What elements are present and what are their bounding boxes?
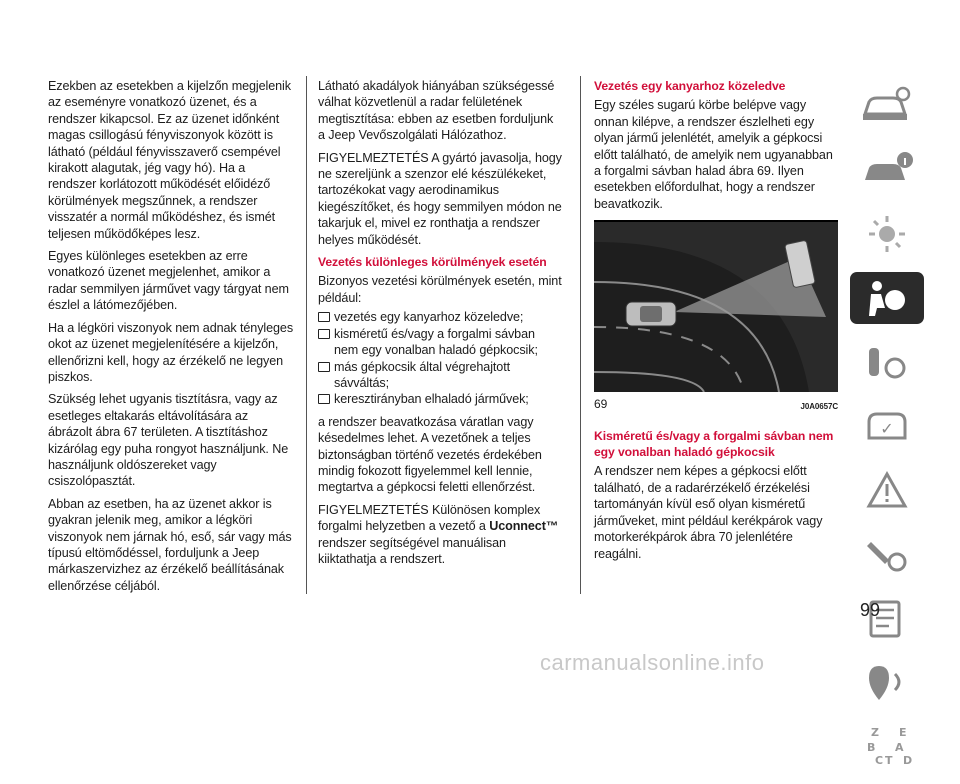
- warning-lights-icon: [859, 404, 915, 448]
- uconnect-label: Uconnect™: [489, 519, 559, 534]
- column-divider-2: [580, 76, 581, 594]
- list-item: vezetés egy kanyarhoz közeledve;: [318, 309, 562, 325]
- paragraph: Ha a légköri viszonyok nem adnak tényleges okot az üzenet megjelenítésére a kijelzőn, ellenőrizni kell, hogy az érzékelő ne legyen piszkos.: [48, 320, 294, 384]
- starting-driving-icon: [859, 340, 915, 384]
- figure-code: J0A0657C: [800, 402, 838, 412]
- watermark-text: carmanualsonline.info: [540, 650, 765, 675]
- safety-airbag-icon: [859, 276, 915, 320]
- paragraph: a rendszer beavatkozása váratlan vagy késedelmes lehet. A vezetőnek a teljes biztonságban történő vezetés érdekében mindig fokozott figyelemmel kell lennie, megtartva a gépkocsi feletti ellenőrzést.: [318, 414, 542, 495]
- chapter-tabs: [850, 80, 924, 784]
- warning-paragraph: FIGYELMEZTETÉS A gyártó javasolja, hogy ne szereljünk a szenzor elé készülékeket, tartozékokat vagy aerodinamikus kiegészítőket, és hogy semmilyen módon ne takarjuk el, mivel ez ronthatja a rendszer helyes működését.: [318, 150, 562, 247]
- tab-service[interactable]: [850, 528, 924, 580]
- column-3: [594, 78, 838, 568]
- paragraph: Szükség lehet ugyanis tisztításra, vagy az esetleges eltakarás eltávolítására az ábrázolt ábra 67 területen. A tisztításhoz kizárólag egy puha rongyot használjunk. Ne használjunk oldószereket vagy csiszolópasztát.: [48, 392, 289, 489]
- svg-text:✓: ✓: [880, 419, 894, 438]
- list-item: más gépkocsik által végrehajtott sávváltás;: [318, 359, 562, 392]
- figure-curve-illustration: [594, 220, 838, 392]
- index-letter: B: [867, 741, 876, 754]
- car-dashboard-icon: [859, 84, 915, 128]
- index-letter: C: [875, 754, 884, 767]
- index-letter: E: [899, 726, 907, 739]
- tab-emergency[interactable]: [850, 464, 924, 516]
- section-heading: Kisméretű és/vagy a forgalmi sávban nem egy vonalban haladó gépkocsik: [594, 428, 834, 460]
- index-letter: Z: [871, 726, 879, 739]
- tab-safety[interactable]: [850, 272, 924, 324]
- column-2: [318, 78, 562, 573]
- index-letter: D: [903, 754, 913, 767]
- list-item: keresztirányban elhaladó járművek;: [318, 391, 562, 407]
- column-1: [48, 78, 294, 600]
- paragraph: Egy széles sugarú körbe belépve vagy onnan kilépve, a rendszer észlelheti egy olyan jármű jelenlétét, amelyik a gépkocsi előtt található, de amelyik nem ugyanabban a forgalmi sávban halad ábra 69. Ilyen esetekben előfordulhat, hogy a rendszer beavatkozik.: [594, 98, 833, 211]
- paragraph: Látható akadályok hiányában szükségessé válhat közvetlenül a radar felületének megtisztítása: ebben az esetben forduljunk a Jeep Vevőszolgálati Hálózathoz.: [318, 79, 555, 143]
- figure-number: 69: [594, 397, 608, 412]
- index-letter: T: [885, 754, 893, 767]
- tab-car-info[interactable]: [850, 144, 924, 196]
- multimedia-icon: [859, 660, 915, 704]
- curve-road-illustration: [594, 222, 838, 392]
- paragraph: Ezekben az esetekben a kijelzőn megjelenik az eseményre vonatkozó üzenet, és a rendszer kikapcsol. Ez az üzenet időnként magas csillogású fényviszonyok között is látható (például fényvisszaverő csempével kirakott alagutak, jég vagy hó). Ha a rendszer korlátozott működését előidéző körülmények megszűnnek, a rendszer visszatér a normál működéshez, és ismét teljesen működőképes lesz.: [48, 79, 291, 241]
- figure-caption: [594, 396, 838, 415]
- service-icon: [859, 532, 915, 576]
- list-item: kisméretű és/vagy a forgalmi sávban nem egy vonalban haladó gépkocsik;: [318, 326, 562, 359]
- column-divider-1: [306, 76, 307, 594]
- index-icon: [859, 724, 915, 768]
- tab-warning-lights[interactable]: [850, 400, 924, 452]
- lights-icon: [859, 212, 915, 256]
- section-heading: Vezetés különleges körülmények esetén: [318, 255, 547, 270]
- car-info-icon: [859, 148, 915, 192]
- tab-lights[interactable]: [850, 208, 924, 260]
- tab-starting-driving[interactable]: [850, 336, 924, 388]
- paragraph: Egyes különleges esetekben az erre vonatkozó üzenet megjelenhet, amikor a radar semmilyen járművet vagy tárgyat nem észlel a látómezőjében.: [48, 249, 289, 313]
- emergency-icon: [859, 468, 915, 512]
- page-number: 99: [860, 600, 881, 620]
- warning-paragraph: FIGYELMEZTETÉS Különösen komplex forgalmi helyzetben a vezető a Uconnect™ rendszer segítségével manuálisan kiiktathatja a rendszert.: [318, 502, 559, 566]
- tab-index[interactable]: [850, 720, 924, 772]
- tab-car-dashboard[interactable]: [850, 80, 924, 132]
- paragraph: A rendszer nem képes a gépkocsi előtt található, de a radarérzékelő érzékelési tartományán kívül eső olyan kisméretű járműveket, mint például kerékpárok vagy motorkerékpárok ábra 70 jelenlétére reagálni.: [594, 464, 823, 561]
- paragraph: Bizonyos vezetési körülmények esetén, mint például:: [318, 274, 562, 305]
- paragraph: Abban az esetben, ha az üzenet akkor is gyakran jelenik meg, amikor a légköri viszonyok nem járnak hó, eső, sár vagy más típusú eltömődéssel, forduljunk a Jeep márkaszervizhez az érzékelő beállításának ellenőrzése céljából.: [48, 496, 292, 593]
- tab-multimedia[interactable]: [850, 656, 924, 708]
- index-letter: A: [895, 741, 904, 754]
- bullet-list: [318, 309, 562, 407]
- section-heading: Vezetés egy kanyarhoz közeledve: [594, 79, 786, 93]
